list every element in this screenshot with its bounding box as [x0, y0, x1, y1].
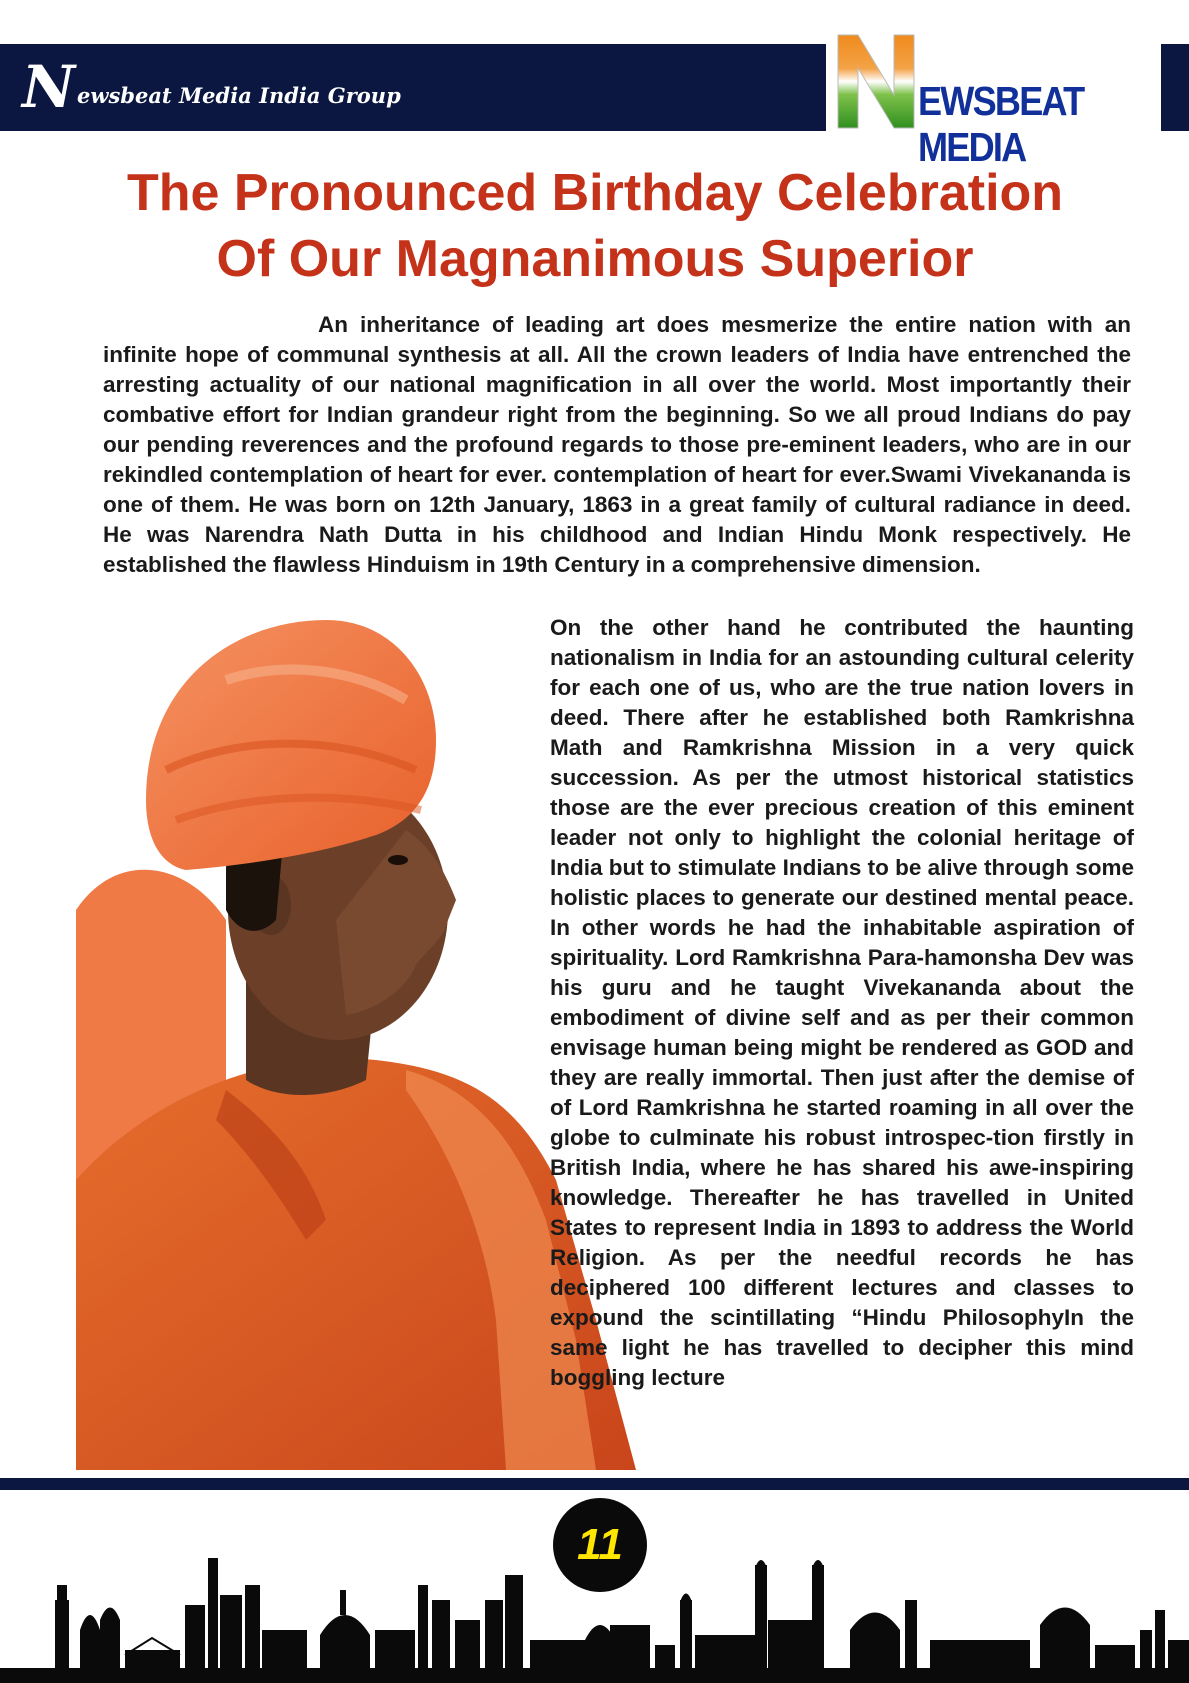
- intro-text: An inheritance of leading art does mesmerize the entire nation with an infinite hope of communal synthesis at all. All the crown leaders of India have entrenched the arresting actuality of our national magnification in all over the world. Most importantly their combative effort for Indian grandeur right from the beginning. So we all proud Indians do pay our pending reverences and the profound regards to those pre-eminent leaders, who are in our rekindled contemplation of heart for ever. contemplation of heart for ever.Swami Vivekananda is one of them. He was born on 12th January, 1863 in a great family of cultural radiance in deed. He was Narendra Nath Dutta in his childhood and Indian Hindu Monk respectively. He established the flawless Hinduism in 19th Century in a comprehensive dimension.: [103, 312, 1131, 577]
- title-line-1: The Pronounced Birthday Celebration: [126, 164, 1064, 222]
- logo-tricolor-n: [834, 33, 918, 130]
- article-title: [60, 160, 1130, 292]
- title-line-2: Of Our Magnanimous Superior: [216, 230, 974, 288]
- intro-paragraph: [103, 310, 1131, 580]
- brand-name: [22, 53, 401, 121]
- page-number-badge: 11: [553, 1498, 647, 1592]
- header-right-cap: [1163, 44, 1189, 131]
- brand-initial: N: [22, 53, 76, 121]
- footer-rule: [0, 1478, 1189, 1490]
- brand-rest: ewsbeat Media India Group: [77, 83, 401, 108]
- logo-text: EWSBEAT MEDIA: [918, 78, 1084, 170]
- column-paragraph: On the other hand he contributed the haunting nationalism in India for an astounding cultural celerity for each one of us, who are the true nation lovers in deed. There after he established both Ramkrishna Math and Ramkrishna Mission in a very quick succession. As per the utmost historical statistics those are the ever precious creation of this eminent leader not only to highlight the colonial heritage of India but to stimulate Indians to be alive through some holistic places to generate our destined mental peace. In other words he had the inhabitable aspiration of spirituality. Lord Ramkrishna Para-hamonsha Dev was his guru and he taught Vivekananda about the embodiment of divine self and as per their common envisage human being might be rendered as GOD and they are really immortal. Then just after the demise of of Lord Ramkrishna he started roaming in all over the globe to culminate his robust introspec-tion firstly in British India, where he has shared his awe-inspiring knowledge. Thereafter he has travelled in United States to represent India in 1893 to address the World Religion. As per the needful records he has deciphered 100 different lectures and classes to expound the scintillating “Hindu PhilosophyIn the same light he has travelled to decipher this mind boggling lecture: [550, 615, 1134, 1390]
